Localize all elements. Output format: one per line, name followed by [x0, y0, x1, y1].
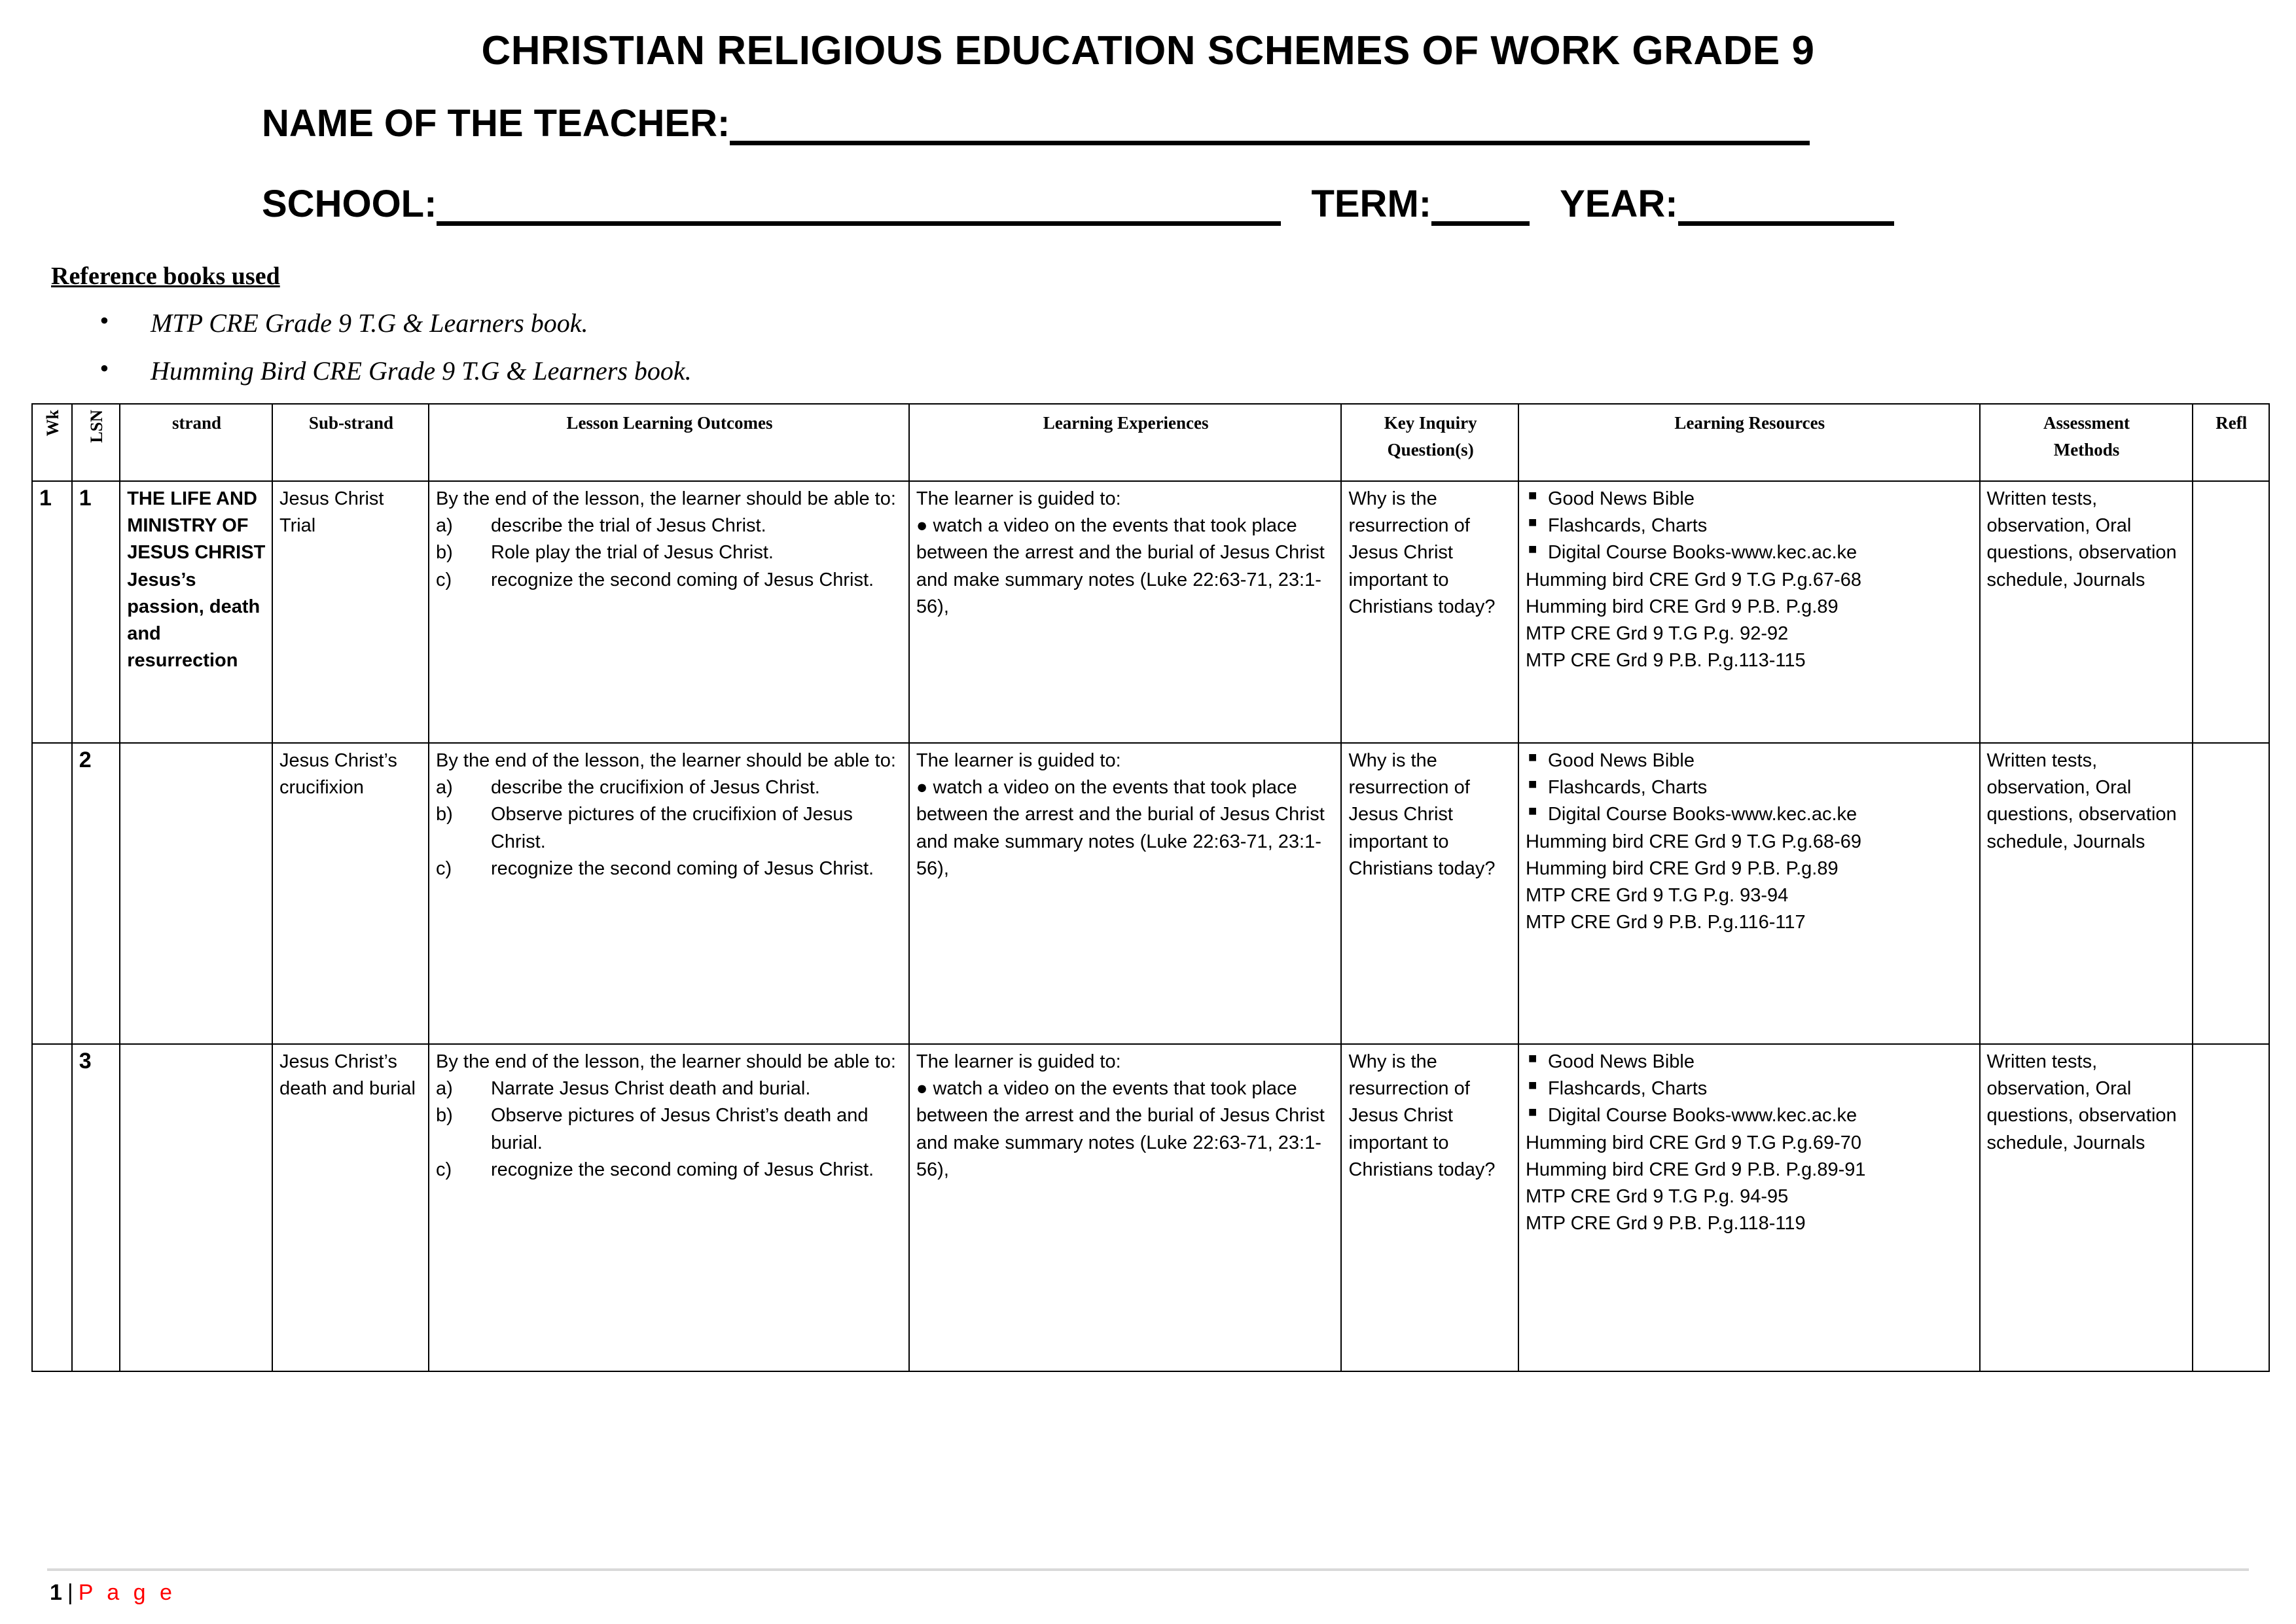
square-bullet-icon: ■ [1528, 487, 1537, 503]
resource-text: Digital Course Books-www.kec.ac.ke [1547, 1105, 1857, 1127]
inquiry-text: Why is the resurrection of [1348, 1051, 1470, 1100]
outcome-text: describe the crucifixion of Jesus Christ. [490, 777, 820, 799]
table-body [32, 481, 2269, 1371]
experiences-intro: The learner is guided to: [916, 1051, 1121, 1072]
cell-learning-experiences [909, 481, 1342, 743]
outcomes-intro: By the end of the lesson, the learner should be able to: [435, 1051, 896, 1072]
cell-learning-outcomes [429, 1044, 909, 1371]
cell-reflection[interactable] [2193, 481, 2269, 743]
cell-reflection[interactable] [2193, 743, 2269, 1044]
outcome-text: Narrate Jesus Christ death and burial. [490, 1078, 811, 1100]
resources-bullet-list [1526, 486, 1974, 567]
list-marker: b) [435, 804, 453, 825]
list-item [436, 513, 903, 539]
cell-key-inquiry-question [1341, 1044, 1518, 1371]
cell-learning-experiences [909, 743, 1342, 1044]
cell-lesson-number: 2 [72, 743, 120, 1044]
square-bullet-icon: ■ [1528, 1104, 1537, 1121]
column-header-outcomes: Lesson Learning Outcomes [429, 404, 909, 481]
experiences-bullet-text: ● watch a video on the events that took place between the arrest and the burial of Jesus Christ and make summary notes (Luke 22:63-71, 23:1-56), [916, 515, 1325, 617]
year-blank[interactable] [1678, 190, 1894, 226]
reference-books-list [0, 308, 2296, 386]
cell-assessment-methods: Written tests, observation, Oral questions, observation schedule, Journals [1980, 1044, 2193, 1371]
inquiry-text: Jesus Christ important to Christians today? [1348, 1105, 1496, 1180]
outcomes-list [436, 1075, 903, 1183]
term-blank[interactable] [1431, 190, 1530, 226]
cell-learning-experiences [909, 1044, 1342, 1371]
school-blank[interactable] [437, 190, 1281, 226]
cell-week [32, 743, 72, 1044]
column-header-lsn [72, 404, 120, 481]
column-header-inquiry-line2: Question(s) [1387, 439, 1474, 460]
school-term-year-line [262, 182, 2296, 226]
resource-reference-line: MTP CRE Grd 9 T.G P.g. 94-95 [1525, 1185, 1789, 1207]
resource-reference-line: Humming bird CRE Grd 9 T.G P.g.67-68 [1525, 569, 1862, 590]
list-marker: b) [435, 542, 453, 564]
list-item [436, 1157, 903, 1183]
outcome-text: Role play the trial of Jesus Christ. [490, 542, 774, 564]
column-header-assessment [1980, 404, 2193, 481]
table-row [32, 1044, 2269, 1371]
outcome-text: Observe pictures of Jesus Christ’s death and burial. [490, 1105, 869, 1153]
square-bullet-icon: ■ [1528, 514, 1537, 531]
column-header-experiences: Learning Experiences [909, 404, 1342, 481]
resource-text: Good News Bible [1547, 1051, 1695, 1072]
resource-reference-line: Humming bird CRE Grd 9 P.B. P.g.89-91 [1525, 1159, 1866, 1180]
list-marker: c) [435, 1159, 452, 1180]
cell-reflection[interactable] [2193, 1044, 2269, 1371]
column-header-substrand: Sub-strand [272, 404, 429, 481]
list-item [1526, 486, 1974, 513]
outcomes-intro: By the end of the lesson, the learner should be able to: [435, 488, 896, 509]
outcome-text: Observe pictures of the crucifixion of Jesus Christ. [490, 804, 853, 852]
resource-text: Flashcards, Charts [1547, 515, 1708, 537]
reference-books-heading: Reference books used [51, 262, 280, 290]
resource-reference-line: MTP CRE Grd 9 T.G P.g. 92-92 [1525, 623, 1789, 644]
list-item [1526, 1075, 1974, 1102]
list-item [1526, 774, 1974, 801]
list-item [99, 308, 2296, 338]
table-header-row [32, 404, 2269, 481]
resource-reference-line: Humming bird CRE Grd 9 T.G P.g.68-69 [1525, 831, 1862, 852]
resource-reference-line: MTP CRE Grd 9 P.B. P.g.118-119 [1525, 1213, 1806, 1235]
outcomes-list [436, 774, 903, 882]
footer-separator: | [67, 1580, 73, 1605]
square-bullet-icon: ■ [1528, 776, 1537, 793]
schemes-of-work-table [31, 403, 2270, 1372]
outcome-text: describe the trial of Jesus Christ. [490, 515, 766, 537]
outcome-text: recognize the second coming of Jesus Christ. [490, 1159, 874, 1180]
cell-key-inquiry-question [1341, 481, 1518, 743]
footer-page-indicator [50, 1580, 2296, 1606]
footer-divider [47, 1568, 2249, 1571]
list-marker: a) [435, 1078, 453, 1100]
page-footer [0, 1568, 2296, 1606]
cell-substrand: Jesus Christ’s death and burial [272, 1044, 429, 1371]
cell-assessment-methods: Written tests, observation, Oral questions, observation schedule, Journals [1980, 481, 2193, 743]
teacher-name-label: NAME OF THE TEACHER: [262, 102, 730, 145]
teacher-name-line [262, 101, 2296, 145]
list-marker: c) [435, 857, 452, 879]
cell-substrand: Jesus Christ’s crucifixion [272, 743, 429, 1044]
cell-learning-outcomes [429, 481, 909, 743]
list-item [436, 1102, 903, 1156]
square-bullet-icon: ■ [1528, 1050, 1537, 1066]
resource-text: Flashcards, Charts [1547, 1078, 1708, 1100]
experiences-intro: The learner is guided to: [916, 488, 1121, 509]
column-header-strand: strand [120, 404, 272, 481]
footer-page-number: 1 [50, 1580, 62, 1605]
resource-reference-line: MTP CRE Grd 9 P.B. P.g.113-115 [1525, 650, 1806, 672]
column-header-assessment-line1: Assessment [2043, 413, 2130, 433]
list-item [1526, 801, 1974, 828]
outcome-text: recognize the second coming of Jesus Christ. [490, 857, 874, 879]
cell-lesson-number: 1 [72, 481, 120, 743]
cell-week: 1 [32, 481, 72, 743]
cell-week [32, 1044, 72, 1371]
inquiry-text: Jesus Christ important to Christians today? [1348, 804, 1496, 879]
inquiry-text: Jesus Christ important to Christians today? [1348, 542, 1496, 617]
list-item [436, 1075, 903, 1102]
resource-text: Digital Course Books-www.kec.ac.ke [1547, 804, 1857, 825]
column-header-wk-label: Wk [43, 410, 62, 437]
experiences-intro: The learner is guided to: [916, 750, 1121, 771]
resource-text: Good News Bible [1547, 488, 1695, 509]
cell-strand [120, 481, 272, 743]
resource-text: Good News Bible [1547, 750, 1695, 771]
cell-strand [120, 743, 272, 1044]
year-label: YEAR: [1560, 183, 1678, 225]
list-item [436, 801, 903, 855]
resources-bullet-list [1526, 1049, 1974, 1130]
experiences-bullet-text: ● watch a video on the events that took place between the arrest and the burial of Jesus Christ and make summary notes (Luke 22:63-71, 23:1-56), [916, 1078, 1325, 1180]
list-item [436, 567, 903, 594]
reference-book-text: Humming Bird CRE Grade 9 T.G & Learners book. [151, 356, 692, 386]
list-item [1526, 748, 1974, 774]
inquiry-text: Why is the resurrection of [1348, 488, 1470, 537]
strand-text: Jesus’s passion, death and resurrection [127, 569, 260, 672]
list-item [1526, 539, 1974, 566]
cell-learning-outcomes [429, 743, 909, 1044]
table-row [32, 743, 2269, 1044]
experiences-bullet-text: ● watch a video on the events that took place between the arrest and the burial of Jesus Christ and make summary notes (Luke 22:63-71, 23:1-56), [916, 777, 1325, 879]
outcome-text: recognize the second coming of Jesus Christ. [490, 569, 874, 590]
bullet-icon: • [99, 306, 109, 335]
cell-lesson-number: 3 [72, 1044, 120, 1371]
list-item [436, 539, 903, 566]
list-item [1526, 1049, 1974, 1075]
list-marker: c) [435, 569, 452, 590]
list-item [1526, 513, 1974, 539]
column-header-wk [32, 404, 72, 481]
list-marker: a) [435, 777, 453, 799]
resource-reference-line: MTP CRE Grd 9 P.B. P.g.116-117 [1525, 912, 1806, 933]
resource-reference-line: Humming bird CRE Grd 9 P.B. P.g.89 [1525, 857, 1839, 879]
column-header-refl: Refl [2193, 404, 2269, 481]
cell-learning-resources [1518, 1044, 1980, 1371]
column-header-assessment-line2: Methods [2053, 439, 2120, 460]
resource-reference-line: Humming bird CRE Grd 9 P.B. P.g.89 [1525, 596, 1839, 617]
list-item [436, 856, 903, 882]
column-header-resources: Learning Resources [1518, 404, 1980, 481]
square-bullet-icon: ■ [1528, 1077, 1537, 1094]
resource-reference-line: MTP CRE Grd 9 T.G P.g. 93-94 [1525, 884, 1789, 906]
teacher-name-blank[interactable] [730, 109, 1810, 145]
column-header-lsn-label: LSN [86, 410, 106, 443]
cell-assessment-methods: Written tests, observation, Oral questions, observation schedule, Journals [1980, 743, 2193, 1044]
inquiry-text: Why is the resurrection of [1348, 750, 1470, 799]
school-label: SCHOOL: [262, 183, 437, 225]
cell-learning-resources [1518, 481, 1980, 743]
outcomes-intro: By the end of the lesson, the learner should be able to: [435, 750, 896, 771]
bullet-icon: • [99, 353, 109, 383]
cell-key-inquiry-question [1341, 743, 1518, 1044]
cell-substrand: Jesus Christ Trial [272, 481, 429, 743]
resources-bullet-list [1526, 748, 1974, 829]
list-marker: b) [435, 1105, 453, 1127]
square-bullet-icon: ■ [1528, 803, 1537, 820]
cell-strand [120, 1044, 272, 1371]
square-bullet-icon: ■ [1528, 541, 1537, 558]
square-bullet-icon: ■ [1528, 749, 1537, 765]
page-title: CHRISTIAN RELIGIOUS EDUCATION SCHEMES OF WORK GRADE 9 [481, 28, 1815, 73]
cell-learning-resources [1518, 743, 1980, 1044]
resource-text: Digital Course Books-www.kec.ac.ke [1547, 542, 1857, 564]
reference-book-text: MTP CRE Grade 9 T.G & Learners book. [151, 308, 588, 338]
footer-page-word: P a g e [78, 1580, 176, 1605]
resource-text: Flashcards, Charts [1547, 777, 1708, 799]
list-item [1526, 1102, 1974, 1129]
strand-text: THE LIFE AND MINISTRY OF JESUS CHRIST [127, 488, 266, 564]
list-marker: a) [435, 515, 453, 537]
list-item [436, 774, 903, 801]
table-row [32, 481, 2269, 743]
resource-reference-line: Humming bird CRE Grd 9 T.G P.g.69-70 [1525, 1132, 1862, 1153]
column-header-inquiry-line1: Key Inquiry [1384, 413, 1477, 433]
outcomes-list [436, 513, 903, 594]
term-label: TERM: [1311, 183, 1432, 225]
column-header-inquiry [1341, 404, 1518, 481]
list-item [99, 355, 2296, 386]
